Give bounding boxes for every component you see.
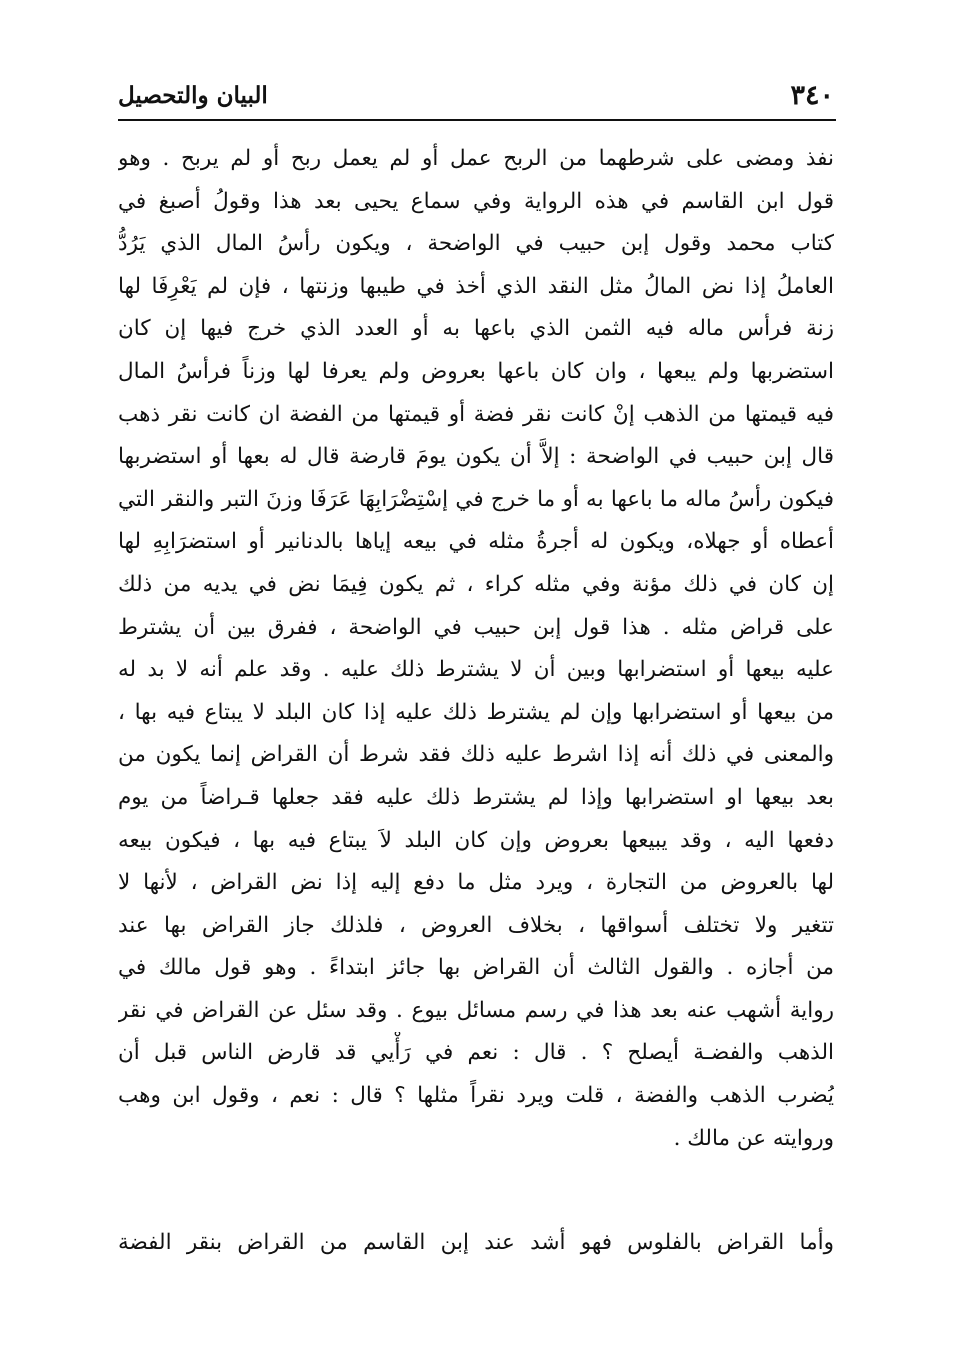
text-line: بعد بيعها او استضرابها وإذا لم يشترط ذلك عليه فقد جعلها قـراضاً من يوم <box>118 784 834 810</box>
text-line: زنة فرأس ماله فيه الثمن الذي باعها به أو العدد الذي خرج فيها إن كان <box>118 316 834 342</box>
text-line: يُضرب الذهب والفضة ، قلت ويرد نقراً مثلها ؟ قال : نعم ، وقول ابن وهب <box>118 1083 834 1109</box>
text-line: كتاب محمد وقول إبن حبيب في الواضحة ، ويكون رأسُ المال الذي يَرُدُّ <box>118 231 834 257</box>
text-line: إن كان في ذلك مؤنة وفي مثله كراء ، ثم يكون فِيمَا نض في يديه من ذلك <box>118 571 834 597</box>
text-line: رواية أشهب عنه بعد هذا في رسم مسائل بيوع . وقد سئل عن القراض في نقر <box>118 997 834 1023</box>
text-line: تتغير ولا تختلف أسواقها ، بخلاف العروض ، فلذلك جاز القراض بها عند <box>118 912 834 938</box>
text-line: نفذ ومضى على شرطهما من الربح عمل أو لم يعمل ربح أو لم يربح . وهو <box>118 146 834 171</box>
text-line: وأما القراض بالفلوس فهو أشد عند إبن القاسم من القراض بنقر الفضة <box>118 1230 834 1255</box>
text-line: من أجازه . والقول الثالث أن القراض بها جائز ابتداءً . وهو قول مالك في <box>118 955 834 981</box>
text-line: لها بالعروض من التجارة ، ويرد مثل ما دفع إليه إذا نض القراض ، لأنها لا <box>118 870 834 896</box>
text-line: عليه بيعها أو استضرابها وبين أن لا يشترط ذلك عليه . وقد علم أنه لا بد له <box>118 657 834 683</box>
running-title: البيان والتحصيل <box>118 82 268 109</box>
text-line: قال إبن حبيب في الواضحة : إلاَّ أن يكون يومَ قارضة قال له بعها أو استضربها <box>118 444 834 470</box>
text-line: فيكون رأسُ ماله ما باعها به أو ما خرج في إسْتِضْرَابِهَا عَرَفَا وزنَ التبر والنقر التي <box>118 486 834 512</box>
text-line: والمعنى في ذلك أنه إذا اشرط عليه ذلك فقد شرط أن القراض إنما يكون من <box>118 742 834 768</box>
text-line: أعطاه أو جهلاه، ويكون له أجرةُ مثله في بيعه إياها بالدنانير أو استضرَابِهِ لها <box>118 529 834 555</box>
page-number: ٣٤٠ <box>790 80 834 111</box>
text-line: وروايته عن مالك . <box>673 1125 834 1151</box>
header-divider <box>118 119 836 121</box>
text-line: العاملُ إذا نض المالُ مثل النقد الذي أخذ في طيبها وزنتها ، فإن لم يَعْرِفَا لها <box>118 273 834 299</box>
closing-paragraph <box>118 1222 834 1265</box>
text-line: قول ابن القاسم في هذه الرواية وفي سماع يحيى بعد هذا وقولُ أصبغ في <box>118 188 834 214</box>
text-line: على قراض مثله . هذا قول إبن حبيب في الواضحة ، ففرق بين أن يشترط <box>118 614 834 640</box>
text-line: من بيعها أو استضرابها وإن لم يشترط ذلك عليه إذا كان البلد لا يبتاع فيه بها ، <box>118 699 834 725</box>
text-line: استضربها ولم يبعها ، وان كان باعها بعروض ولم يعرفا لها وزناً فرأسُ المال <box>118 358 834 384</box>
text-line: الذهب والفضـة أيصلح ؟ . قال : نعم في رَأْيي قد قارض الناس قبل أن <box>118 1040 834 1066</box>
text-line: دفعها اليه ، وقد يبيعها بعروض وإن كان البلد لاَ يبتاع فيه بها ، فيكون بيعه <box>118 827 834 853</box>
main-text-block <box>118 138 834 1160</box>
page-header <box>118 78 834 118</box>
text-line: فيه قيمتها من الذهب إنْ كانت نقر فضة أو قيمتها من الفضة ان كانت نقر ذهب <box>118 401 834 427</box>
